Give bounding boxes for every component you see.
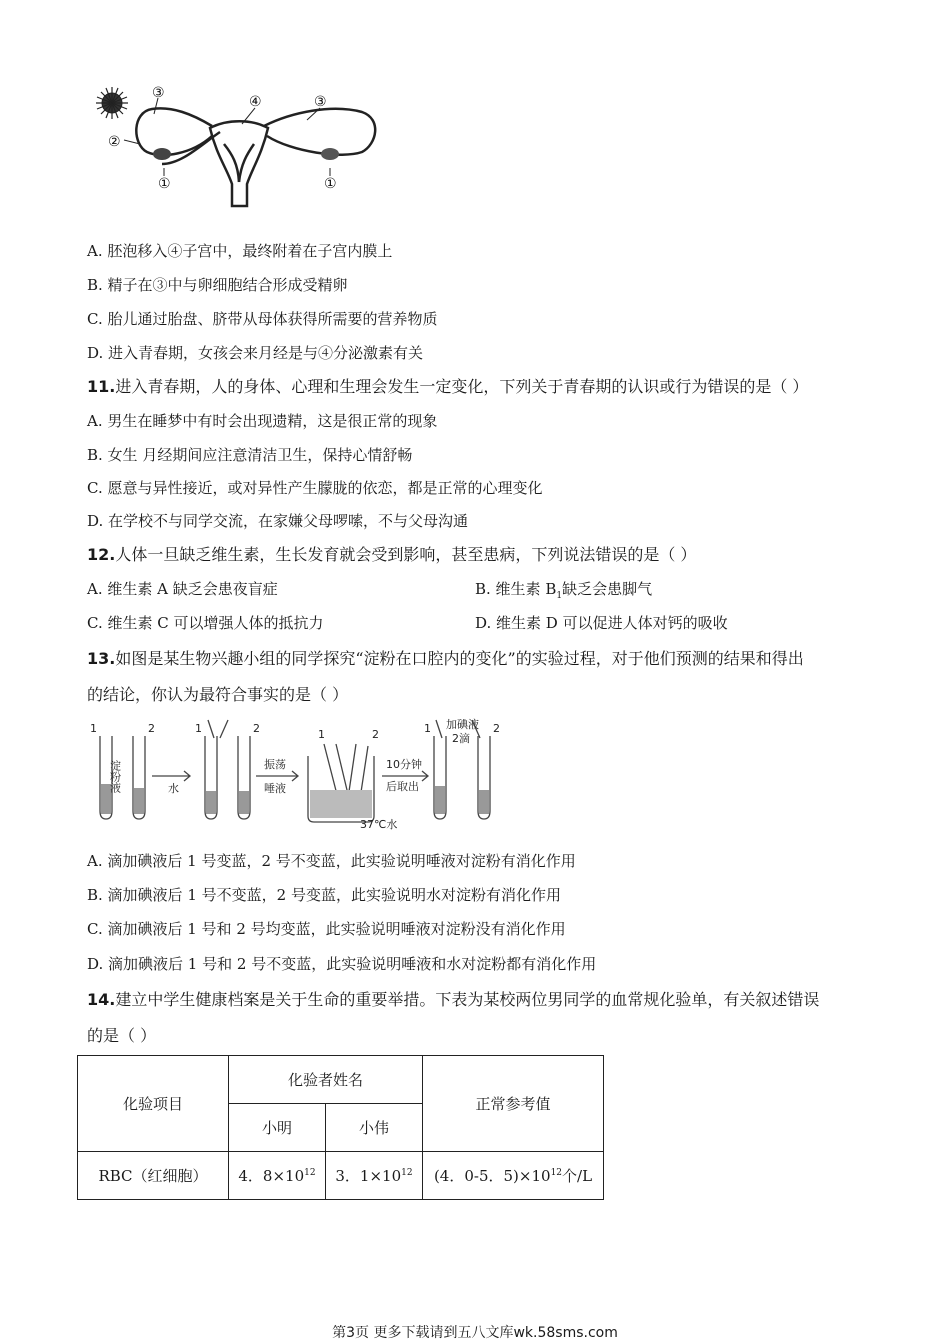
label-2: ②	[108, 134, 121, 150]
table-row	[78, 1152, 604, 1200]
ten-minutes-label: 10分钟	[386, 758, 422, 771]
q14-stem-line1	[87, 987, 819, 1010]
q10-option-d: D. 进入青春期，女孩会来月经是与④分泌激素有关	[87, 344, 424, 362]
q12-text: 人体一旦缺乏维生素，生长发育就会受到影响，甚至患病，下列说法错误的是（ ）	[115, 545, 697, 564]
q11-text: 进入青春期，人的身体、心理和生理会发生一定变化，下列关于青春期的认识或行为错误的是（ ）	[115, 377, 809, 396]
q10-option-b: B. 精子在③中与卵细胞结合形成受精卵	[87, 276, 348, 294]
q13-option-c: C. 滴加碘液后 1 号和 2 号均变蓝，此实验说明唾液对淀粉没有消化作用	[87, 920, 566, 938]
q11-option-b: B. 女生 月经期间应注意清洁卫生，保持心情舒畅	[87, 446, 413, 464]
cell-xiaoming-base: 4．8×10	[238, 1167, 305, 1185]
q12-option-b-sub: 1	[556, 591, 563, 601]
q12-option-b-post: 缺乏会患脚气	[562, 580, 653, 598]
q12-stem	[87, 542, 696, 565]
cell-reference	[423, 1152, 604, 1200]
take-out-label: 后取出	[386, 780, 419, 793]
q12-number: 12.	[87, 545, 116, 564]
q12-option-b-pre: B. 维生素 B	[475, 580, 557, 598]
water-label: 水	[168, 782, 179, 795]
cell-item: RBC（红细胞）	[78, 1152, 229, 1200]
temperature-label: 37℃水	[360, 818, 398, 831]
tube2-label-d: 2	[493, 722, 500, 735]
tube1-label-b: 1	[195, 722, 202, 735]
header-name-group: 化验者姓名	[229, 1056, 423, 1104]
q13-stem-line1	[87, 646, 804, 669]
q13-option-b: B. 滴加碘液后 1 号不变蓝，2 号变蓝，此实验说明水对淀粉有消化作用	[87, 886, 561, 904]
blood-test-table	[77, 1055, 604, 1200]
tube2-label-b: 2	[253, 722, 260, 735]
q10-option-a: A. 胚泡移入④子宫中，最终附着在子宫内膜上	[87, 242, 393, 260]
ovary-left	[153, 148, 171, 160]
shake-label: 振荡	[264, 758, 286, 771]
label-1-right: ①	[324, 176, 337, 192]
cell-reference-exp: 12	[550, 1168, 563, 1178]
q14-number: 14.	[87, 990, 116, 1009]
q11-option-c: C. 愿意与异性接近，或对异性产生朦胧的依恋，都是正常的心理变化	[87, 479, 543, 497]
page-footer: 第3页 更多下载请到五八文库wk.58sms.com	[332, 1325, 618, 1341]
drops-label: 2滴	[452, 732, 470, 745]
tube2-label-c: 2	[372, 728, 379, 741]
label-1-left: ①	[158, 176, 171, 192]
q11-option-a: A. 男生在睡梦中有时会出现遗精，这是很正常的现象	[87, 412, 438, 430]
tube1-label-a: 1	[90, 722, 97, 735]
header-xiaoming: 小明	[229, 1104, 326, 1152]
ovum-drawing	[96, 87, 128, 119]
cell-xiaowei-base: 3．1×10	[335, 1167, 402, 1185]
q12-option-a: A. 维生素 A 缺乏会患夜盲症	[87, 580, 278, 598]
cell-xiaowei	[326, 1152, 423, 1200]
starch-label: 淀粉液	[108, 760, 122, 793]
tube1-label-c: 1	[318, 728, 325, 741]
q14-text-1: 建立中学生健康档案是关于生命的重要举措。下表为某校两位男同学的血常规化验单，有关叙述错误	[115, 990, 820, 1009]
q11-number: 11.	[87, 377, 116, 396]
uterus-outline	[136, 108, 375, 206]
q12-option-d: D. 维生素 D 可以促进人体对钙的吸收	[475, 614, 728, 632]
q13-stem-line2: 的结论，你认为最符合事实的是（ ）	[87, 685, 349, 704]
q13-number: 13.	[87, 649, 116, 668]
tube1-label-d: 1	[424, 722, 431, 735]
header-item: 化验项目	[78, 1056, 229, 1152]
q10-option-c: C. 胎儿通过胎盘、脐带从母体获得所需要的营养物质	[87, 310, 438, 328]
cell-xiaowei-exp: 12	[401, 1168, 413, 1178]
cell-reference-unit: 个/L	[562, 1167, 593, 1185]
q12-option-c: C. 维生素 C 可以增强人体的抵抗力	[87, 614, 324, 632]
cell-reference-base: (4．0-5．5)×10	[433, 1167, 551, 1185]
q11-stem	[87, 374, 808, 397]
label-3-right: ③	[314, 94, 327, 110]
q13-text-1: 如图是某生物兴趣小组的同学探究“淀粉在口腔内的变化”的实验过程，对于他们预测的结果和得出	[115, 649, 804, 668]
saliva-label: 唾液	[264, 782, 286, 795]
cell-xiaoming	[229, 1152, 326, 1200]
q11-option-d: D. 在学校不与同学交流，在家嫌父母啰嗦，不与父母沟通	[87, 512, 469, 530]
header-reference: 正常参考值	[423, 1056, 604, 1152]
starch-experiment-figure	[88, 716, 508, 831]
ovary-right	[321, 148, 339, 160]
q12-option-b	[475, 578, 652, 601]
label-4: ④	[249, 94, 262, 110]
iodine-label: 加碘液	[446, 718, 479, 731]
q13-option-d: D. 滴加碘液后 1 号和 2 号不变蓝，此实验说明唾液和水对淀粉都有消化作用	[87, 955, 597, 973]
q13-option-a: A. 滴加碘液后 1 号变蓝，2 号不变蓝，此实验说明唾液对淀粉有消化作用	[87, 852, 576, 870]
tube2-label-a: 2	[148, 722, 155, 735]
label-3-left: ③	[152, 85, 165, 101]
cell-xiaoming-exp: 12	[304, 1168, 316, 1178]
q14-stem-line2: 的是（ ）	[87, 1026, 157, 1045]
header-xiaowei: 小伟	[326, 1104, 423, 1152]
reproductive-system-figure	[92, 84, 388, 214]
